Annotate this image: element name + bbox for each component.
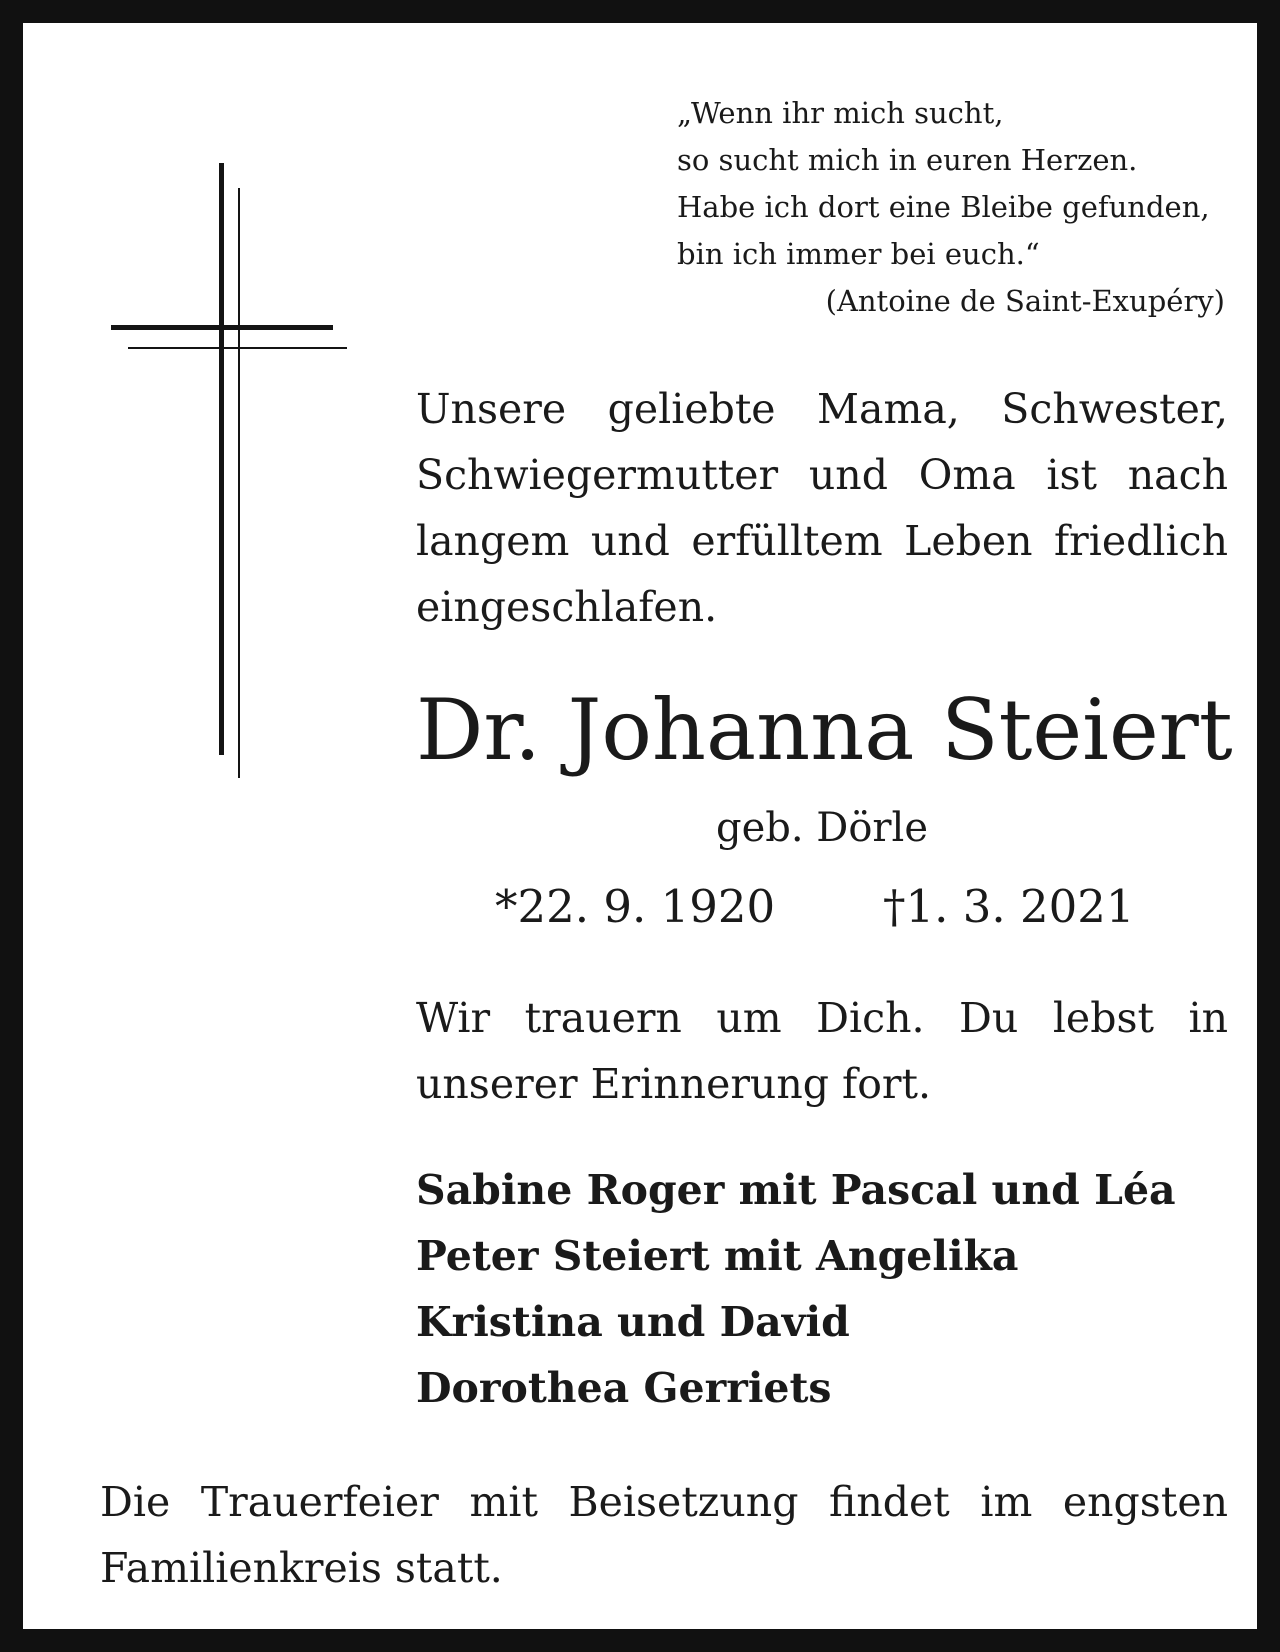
birth-date: *22. 9. 1920: [495, 880, 776, 933]
quote-line: so sucht mich in euren Herzen.: [677, 143, 1138, 177]
family-member: Dorothea Gerriets: [416, 1364, 832, 1412]
quote-block: [677, 90, 1225, 325]
family-member: Peter Steiert mit Angelika: [416, 1232, 1019, 1280]
quote-line: Habe ich dort eine Bleibe gefunden,: [677, 190, 1210, 224]
quote-author: (Antoine de Saint-Exupéry): [825, 284, 1225, 318]
family-member: Kristina und David: [416, 1298, 850, 1346]
family-member: Sabine Roger mit Pascal und Léa: [416, 1166, 1176, 1214]
mourning-text: Wir trauern um Dich. Du lebst in unserer Erinnerung fort.: [416, 994, 1228, 1108]
ceremony-note: Die Trauerfeier mit Beisetzung findet im engsten Familienkreis statt.: [100, 1478, 1228, 1592]
cross-vertical-thin-bar: [238, 188, 240, 778]
quote-line: bin ich immer bei euch.“: [677, 237, 1040, 271]
cross-horizontal-thin-bar: [128, 347, 347, 349]
cross-vertical-bar: [219, 163, 224, 755]
family-list: [416, 1157, 1228, 1421]
quote-line: „Wenn ihr mich sucht,: [677, 96, 1004, 130]
death-date: †1. 3. 2021: [883, 880, 1135, 933]
intro-text: Unsere geliebte Mama, Schwester, Schwiegermutter und Oma ist nach langem und erfülltem Leben friedlich eingeschlafen.: [416, 385, 1228, 631]
cross-horizontal-bar: [111, 325, 333, 330]
maiden-name: geb. Dörle: [715, 805, 929, 851]
deceased-name: Dr. Johanna Steiert: [416, 681, 1233, 779]
